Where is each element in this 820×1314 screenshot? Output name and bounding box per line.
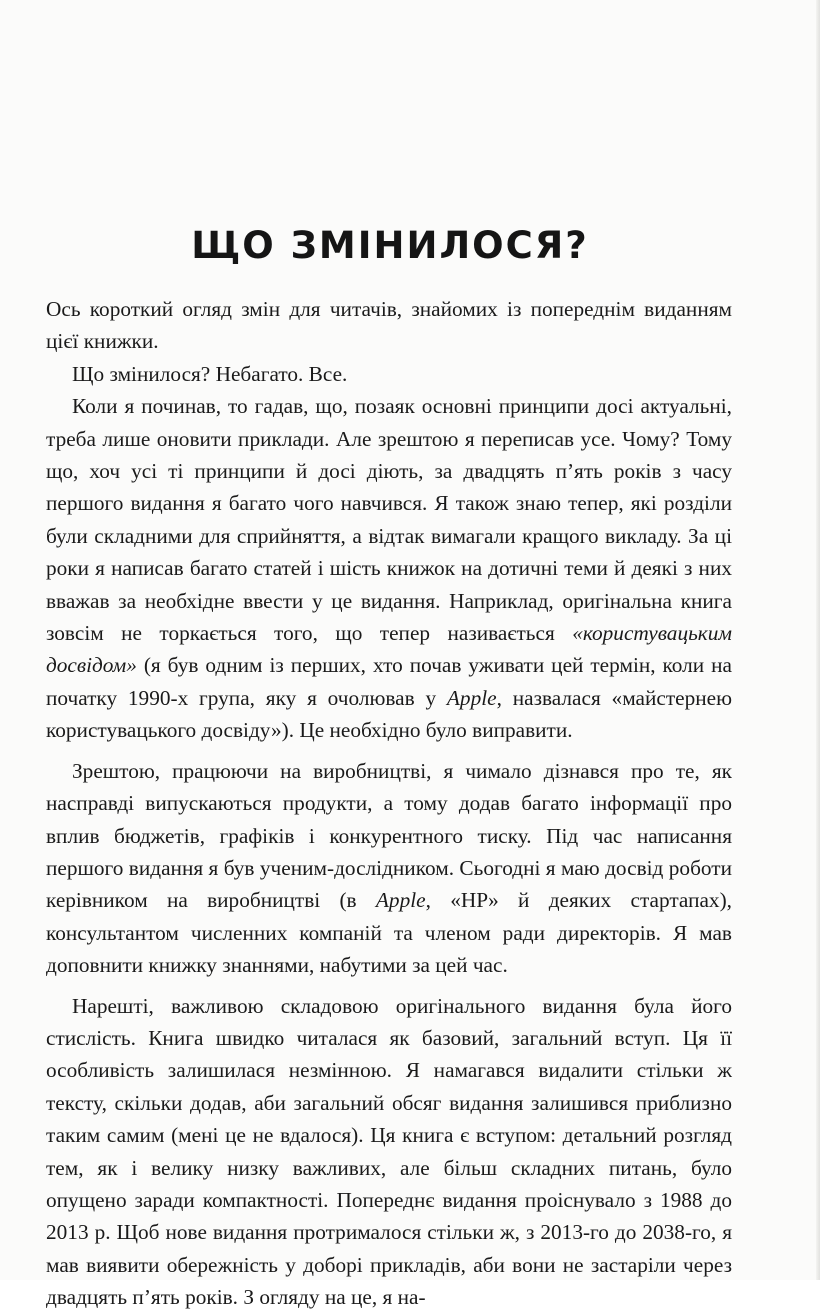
paragraph-industry-text-b: , «HP» й деяких стартапах), консультантом численних компаній та членом ради директорів. Я мав доповнити книжку знаннями, набутими за цей час.: [46, 888, 732, 978]
company-apple-2: Apple: [375, 888, 426, 913]
chapter-heading: ЩО ЗМІНИЛОСЯ?: [191, 224, 589, 267]
paragraph-rewrite: [46, 390, 732, 746]
paragraph-intro: Ось короткий огляд змін для читачів, знайомих із попереднім виданням цієї книжки.: [46, 297, 732, 354]
page-edge-shadow: [816, 0, 820, 1280]
paragraph-brevity: Нарешті, важливою складовою оригінального видання була його стисліcть. Книга швидко читалася як базовий, загальний вступ. Ця її особливість залишилася незмінною. Я намагався видалити стільки ж тексту, скільки додав, аби загальний обсяг видання залишився приблизно таким самим (мені це не вдалося). Ця книга є вступом: детальний розгляд тем, як і велику низку важливих, але більш складних питань, було опущено заради компактності. Попереднє видання проіснувало з 1988 до 2013 р. Щоб нове видання протрималося стільки ж, з 2013-го до 2038-го, я мав виявити обережність у доборі прикладів, аби вони не застаріли через двадцять п’ять років. З огляду на це, я на-: [46, 993, 732, 1310]
paragraph-industry-text-a: Зрештою, працюючи на виробництві, я чимало дізнався про те, як насправді випускаються продукти, а тому додав багато інформації про вплив бюджетів, графіків і конкурентного тиску. Під час написання першого видання я був ученим-дослідником. Сьогодні я маю досвід роботи керівником на виробництві (в: [46, 758, 732, 913]
chapter-body: [46, 293, 732, 1314]
paragraph-rewrite-text-c: , назвалася «майстернею користувацького досвіду»). Це необхідно було виправити.: [46, 685, 732, 743]
paragraph-rewrite-text-b: (я був одним із перших, хто почав уживати цей термін, коли на початку 1990-х група, яку я очолював у: [46, 653, 732, 710]
paragraph-rewrite-text-a: Коли я починав, то гадав, що, позаяк основні принципи досі актуальні, треба лише оновити приклади. Але зрештою я переписав усе. Чому? Тому що, хоч усі ті принципи й досі діють, за двадцять п’ять років з часу першого видання я багато чого навчився. Я також знаю тепер, які розділи були складними для сприйняття, а відтак вимагали кращого викладу. За ці роки я написав багато статей і шість книжок на дотичні теми й деякі з них вважав за необхідне ввести у це видання. Наприклад, оригінальна книга зовсім не торкається того, що тепер називається: [46, 394, 732, 646]
paragraph-short-answer: Що змінилося? Небагато. Все.: [72, 361, 348, 386]
company-apple: Apple: [446, 685, 497, 710]
paragraph-industry: [46, 755, 732, 982]
term-user-experience: «користувацьким досвідом»: [46, 621, 732, 678]
